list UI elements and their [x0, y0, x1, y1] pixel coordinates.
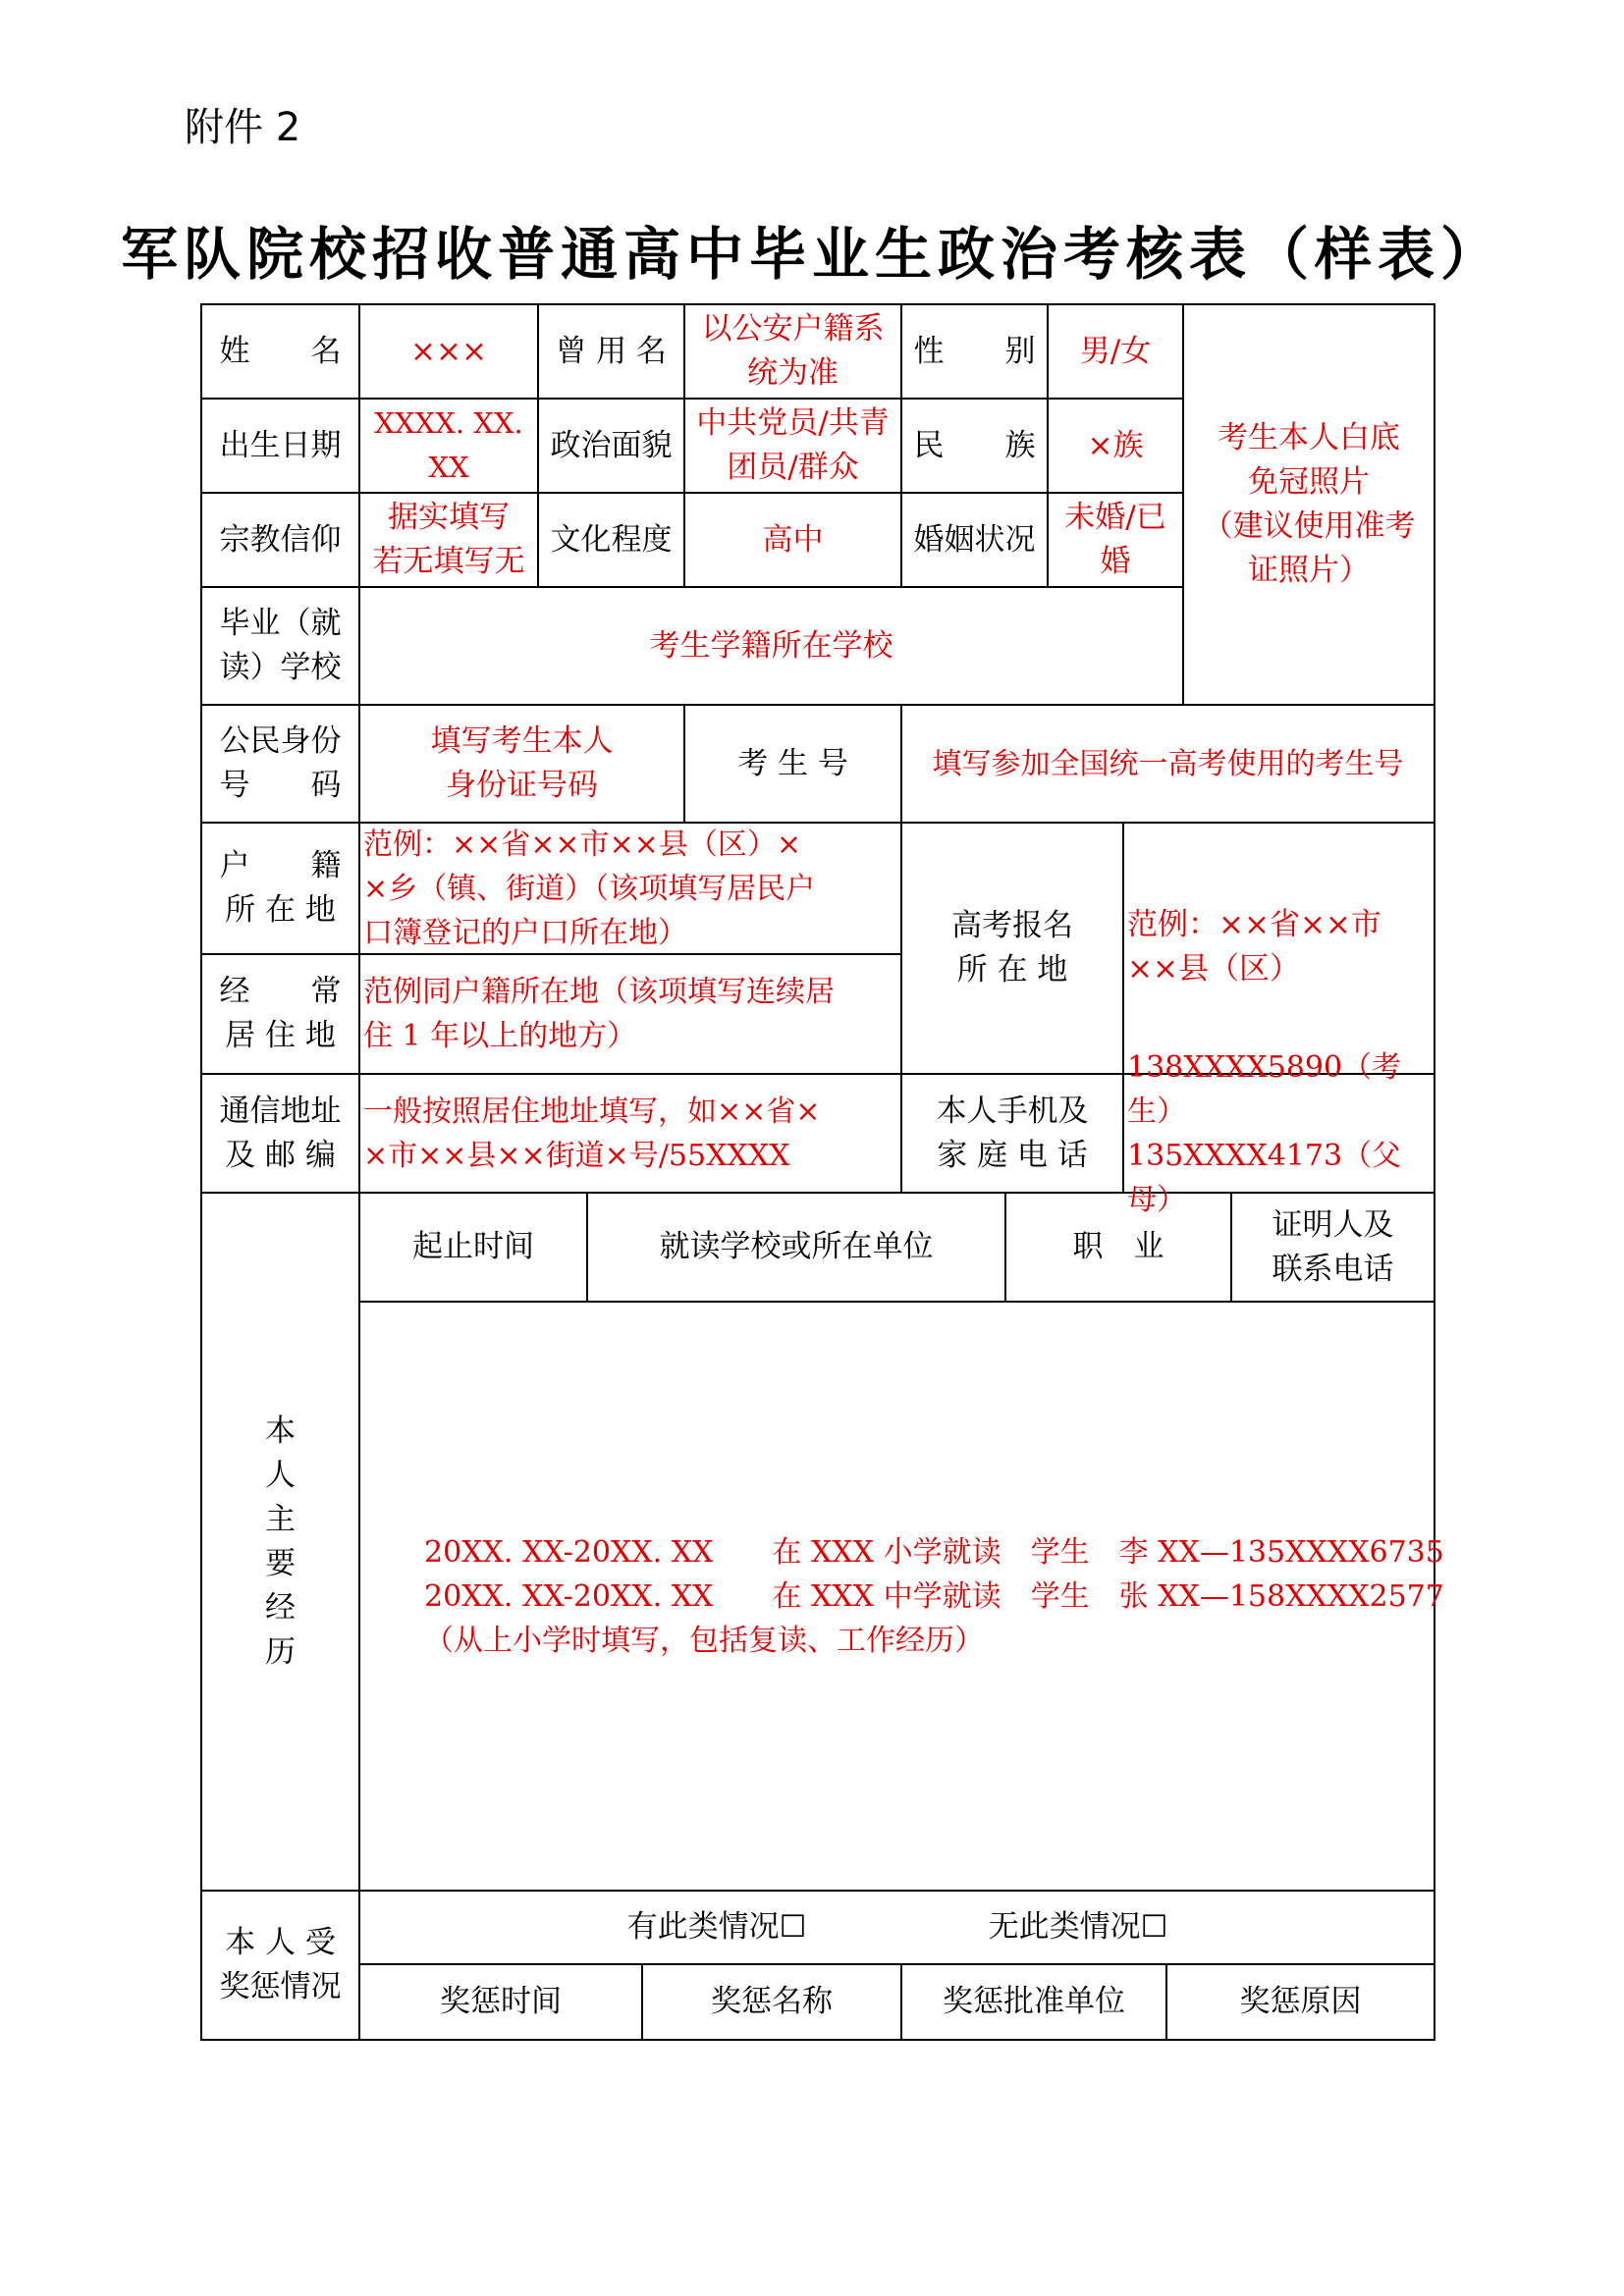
name-label: 姓 名 [219, 333, 342, 369]
school-label: 毕业（就 读）学校 [219, 606, 342, 685]
awards-label: 本 人 受 奖惩情况 [219, 1925, 342, 2004]
phone-value: 138XXXX5890（考生） 135XXXX4173（父母） [1127, 1049, 1402, 1217]
header-award-unit: 奖惩批准单位 [943, 1984, 1125, 2019]
experience-label-char: 人 [265, 1457, 296, 1493]
header-award-time: 奖惩时间 [440, 1984, 562, 2019]
header-award-reason: 奖惩原因 [1239, 1984, 1362, 2019]
household-value: 范例：××省××市××县（区）× ×乡（镇、街道）（该项填写居民户 口簿登记的户口所在地） [363, 827, 816, 950]
political-value: 中共党员/共青 团员/群众 [696, 405, 890, 485]
education-value: 高中 [762, 521, 824, 558]
phone-label: 本人手机及 家 庭 电 话 [936, 1093, 1089, 1173]
birth-value: XXXX. XX. XX [374, 406, 523, 484]
experience-label-char: 历 [265, 1633, 296, 1670]
no-case-checkbox[interactable]: 无此类情况☐ [988, 1909, 1168, 1945]
gender-label: 性 别 [913, 333, 1036, 369]
exam-no-label: 考 生 号 [737, 745, 848, 781]
experience-label-char: 要 [265, 1545, 296, 1581]
household-label: 户 籍 所 在 地 [219, 848, 342, 928]
exam-no-value: 填写参加全国统一高考使用的考生号 [932, 746, 1404, 781]
birth-label: 出生日期 [219, 427, 342, 463]
header-witness: 证明人及 联系电话 [1272, 1206, 1394, 1287]
header-school: 就读学校或所在单位 [659, 1229, 934, 1264]
name-value: ××× [410, 333, 487, 369]
religion-label: 宗教信仰 [219, 521, 342, 558]
has-case-checkbox[interactable]: 有此类情况☐ [626, 1909, 807, 1945]
experience-line: 20XX. XX-20XX. XX 在 XXX 小学就读 学生 李 XX—135XXXX6735 [424, 1534, 1444, 1570]
page-title: 军队院校招收普通高中毕业生政治考核表（样表） [120, 221, 1503, 288]
political-label: 政治面貌 [550, 427, 673, 463]
experience-line: （从上小学时填写，包括复读、工作经历） [424, 1623, 984, 1658]
photo-placeholder: 考生本人白底 免冠照片 （建议使用准考 证照片） [1202, 420, 1416, 588]
gender-value: 男/女 [1079, 333, 1152, 369]
id-value: 填写考生本人 身份证号码 [430, 723, 614, 803]
experience-label-char: 经 [265, 1589, 296, 1626]
education-label: 文化程度 [550, 521, 673, 558]
header-award-name: 奖惩名称 [711, 1984, 833, 2019]
marital-label: 婚姻状况 [913, 521, 1036, 558]
experience-content [359, 1302, 1444, 1891]
header-job: 职 业 [1072, 1229, 1164, 1264]
experience-label [201, 1193, 359, 1891]
ethnicity-label: 民 族 [913, 427, 1036, 463]
header-period: 起止时间 [412, 1229, 534, 1264]
marital-value: 未婚/已 婚 [1064, 500, 1166, 579]
attachment-label: 附件 2 [185, 105, 301, 150]
experience-line: 20XX. XX-20XX. XX 在 XXX 中学就读 学生 张 XX—158XXXX2577 [424, 1578, 1444, 1614]
residence-label: 经 常 居 住 地 [219, 974, 342, 1053]
experience-label-char: 本 [265, 1413, 296, 1449]
address-value: 一般按照居住地址填写，如××省× ×市××县××街道×号/55XXXX [363, 1094, 821, 1173]
experience-label-char: 主 [265, 1501, 296, 1537]
former-name-value: 以公安户籍系 统为准 [701, 311, 885, 391]
address-label: 通信地址 及 邮 编 [219, 1093, 342, 1173]
religion-value: 据实填写 若无填写无 [372, 500, 525, 579]
ethnicity-value: ×族 [1087, 427, 1144, 463]
exam-location-label: 高考报名 所 在 地 [951, 908, 1073, 988]
school-value: 考生学籍所在学校 [649, 627, 893, 664]
id-label: 公民身份 号 码 [219, 723, 342, 803]
exam-location-value: 范例：××省××市 ××县（区） [1127, 907, 1381, 987]
former-name-label: 曾 用 名 [556, 333, 667, 369]
residence-value: 范例同户籍所在地（该项填写连续居 住 1 年以上的地方） [363, 975, 835, 1053]
